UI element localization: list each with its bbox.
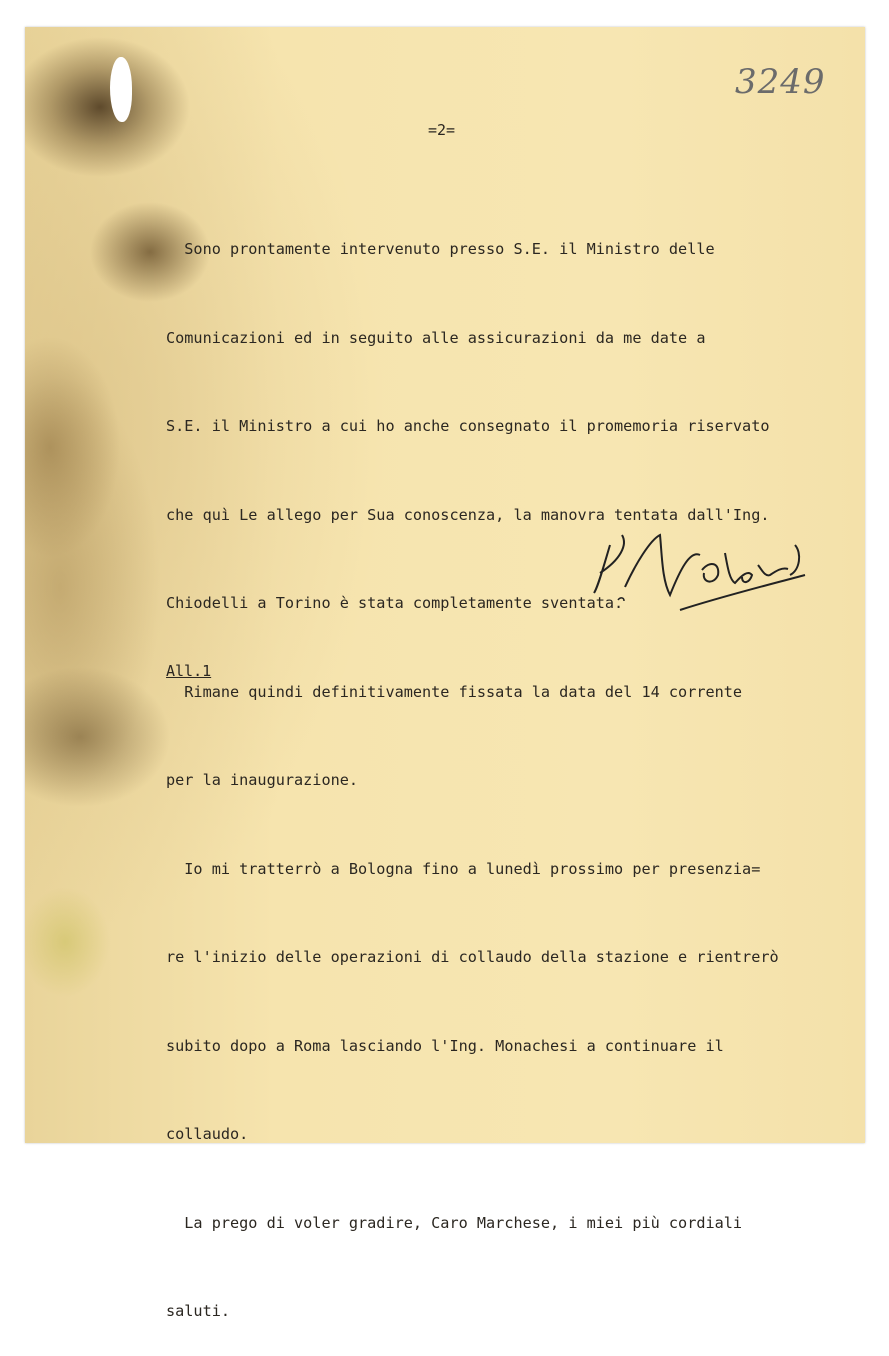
body-line: Sono prontamente intervenuto presso S.E. il Ministro delle xyxy=(166,240,715,258)
body-line: La prego di voler gradire, Caro Marchese, i miei più cordiali xyxy=(166,1213,743,1232)
body-line: Comunicazioni ed in seguito alle assicurazioni da me date a xyxy=(166,328,706,347)
archive-number: 3249 xyxy=(735,62,826,102)
handwritten-signature xyxy=(590,525,810,620)
body-line: per la inaugurazione. xyxy=(166,771,359,789)
body-line: Rimane quindi definitivamente fissata la data del 14 corrente xyxy=(166,682,743,701)
body-line: Chiodelli a Torino è stata completamente sventata. xyxy=(166,594,624,612)
letter-body xyxy=(166,176,866,1356)
body-line: subito dopo a Roma lasciando l'Ing. Monachesi a continuare il xyxy=(166,1036,724,1055)
attachment-note: All.1 xyxy=(166,662,212,680)
body-line: S.E. il Ministro a cui ho anche consegnato il promemoria riservato xyxy=(166,417,770,435)
body-line: re l'inizio delle operazioni di collaudo della stazione e rientrerò xyxy=(166,948,779,966)
paper-hole xyxy=(110,57,132,122)
page-number: =2= xyxy=(428,121,456,139)
body-line: Io mi tratterrò a Bologna fino a lunedì prossimo per presenzia= xyxy=(166,859,761,878)
body-line: che quì Le allego per Sua conoscenza, la manovra tentata dall'Ing. xyxy=(166,505,770,524)
body-line: saluti. xyxy=(166,1302,231,1320)
body-line: collaudo. xyxy=(166,1125,249,1143)
